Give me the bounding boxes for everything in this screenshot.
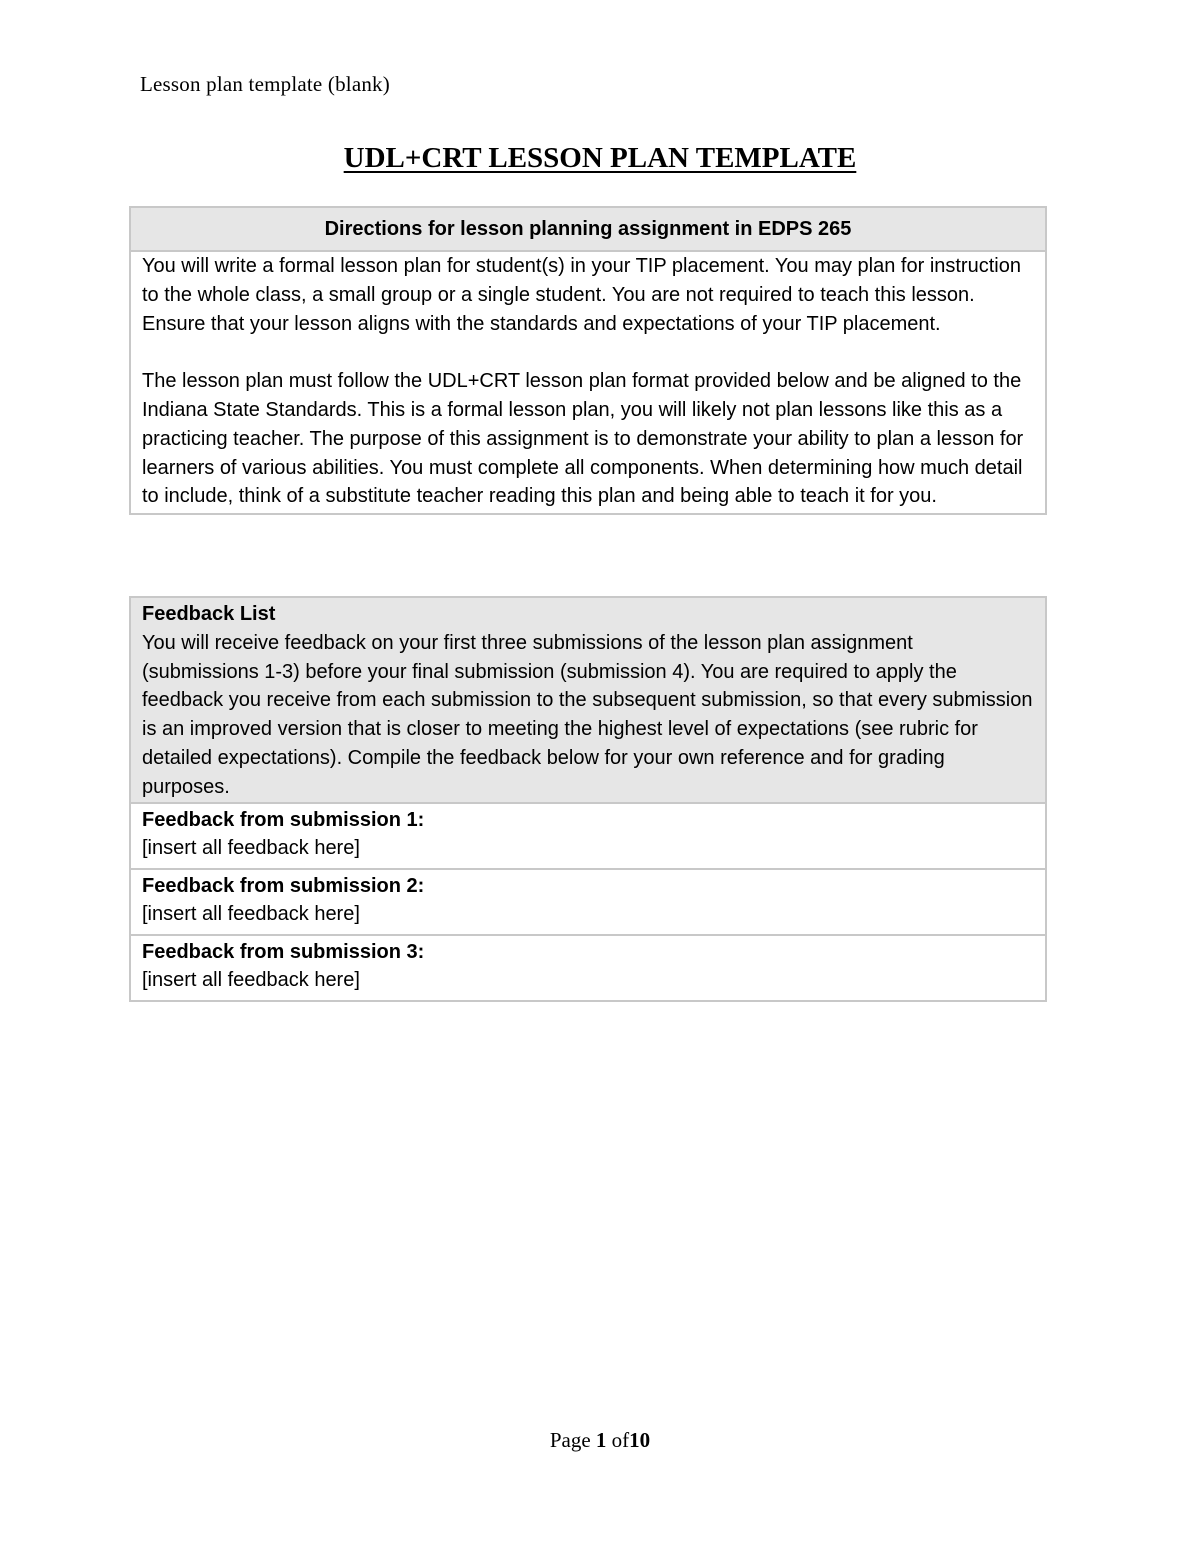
directions-table xyxy=(129,206,1047,515)
document-title: UDL+CRT LESSON PLAN TEMPLATE xyxy=(343,142,857,174)
feedback-row-label: Feedback from submission 3: xyxy=(142,940,425,963)
feedback-placeholder[interactable]: [insert all feedback here] xyxy=(142,969,360,992)
running-header: Lesson plan template (blank) xyxy=(140,72,390,96)
feedback-row-2[interactable] xyxy=(130,869,1046,935)
feedback-list-header xyxy=(130,597,1046,803)
of-word: of xyxy=(611,1428,630,1452)
feedback-row-label: Feedback from submission 1: xyxy=(142,808,425,831)
feedback-table xyxy=(129,596,1047,1002)
page-footer xyxy=(0,1428,1200,1453)
feedback-placeholder[interactable]: [insert all feedback here] xyxy=(142,903,360,926)
directions-paragraph-1: You will write a formal lesson plan for student(s) in your TIP placement. You may plan for instruction to the whole class, a small group or a single student. You are not required to teach this lesson. Ensure that your lesson aligns with the standards and expectations of your TIP placement. xyxy=(142,255,1021,335)
feedback-list-title: Feedback List xyxy=(142,603,276,625)
page-word: Page xyxy=(549,1428,591,1452)
directions-heading: Directions for lesson planning assignment in EDPS 265 xyxy=(130,207,1046,251)
feedback-placeholder[interactable]: [insert all feedback here] xyxy=(142,837,360,860)
feedback-row-1[interactable] xyxy=(130,803,1046,869)
feedback-list-intro: You will receive feedback on your first three submissions of the lesson plan assignment (submissions 1-3) before your final submission (submission 4). You are required to apply the feedback you receive from each submission to the subsequent submission, so that every submission is an improved version that is closer to meeting the highest level of expectations (see rubric for detailed expectations). Compile the feedback below for your own reference and for grading purposes. xyxy=(142,631,1033,798)
feedback-row-label: Feedback from submission 2: xyxy=(142,874,425,897)
directions-body[interactable] xyxy=(130,251,1046,514)
total-pages-number: 10 xyxy=(629,1428,651,1452)
feedback-row-3[interactable] xyxy=(130,935,1046,1001)
current-page-number: 1 xyxy=(595,1428,607,1452)
directions-paragraph-2: The lesson plan must follow the UDL+CRT lesson plan format provided below and be aligned to the Indiana State Standards. This is a formal lesson plan, you will likely not plan lessons like this as a practicing teacher. The purpose of this assignment is to demonstrate your ability to plan a lesson for learners of various abilities. You must complete all components. When determining how much detail to include, think of a substitute teacher reading this plan and being able to teach it for you. xyxy=(142,370,1024,508)
